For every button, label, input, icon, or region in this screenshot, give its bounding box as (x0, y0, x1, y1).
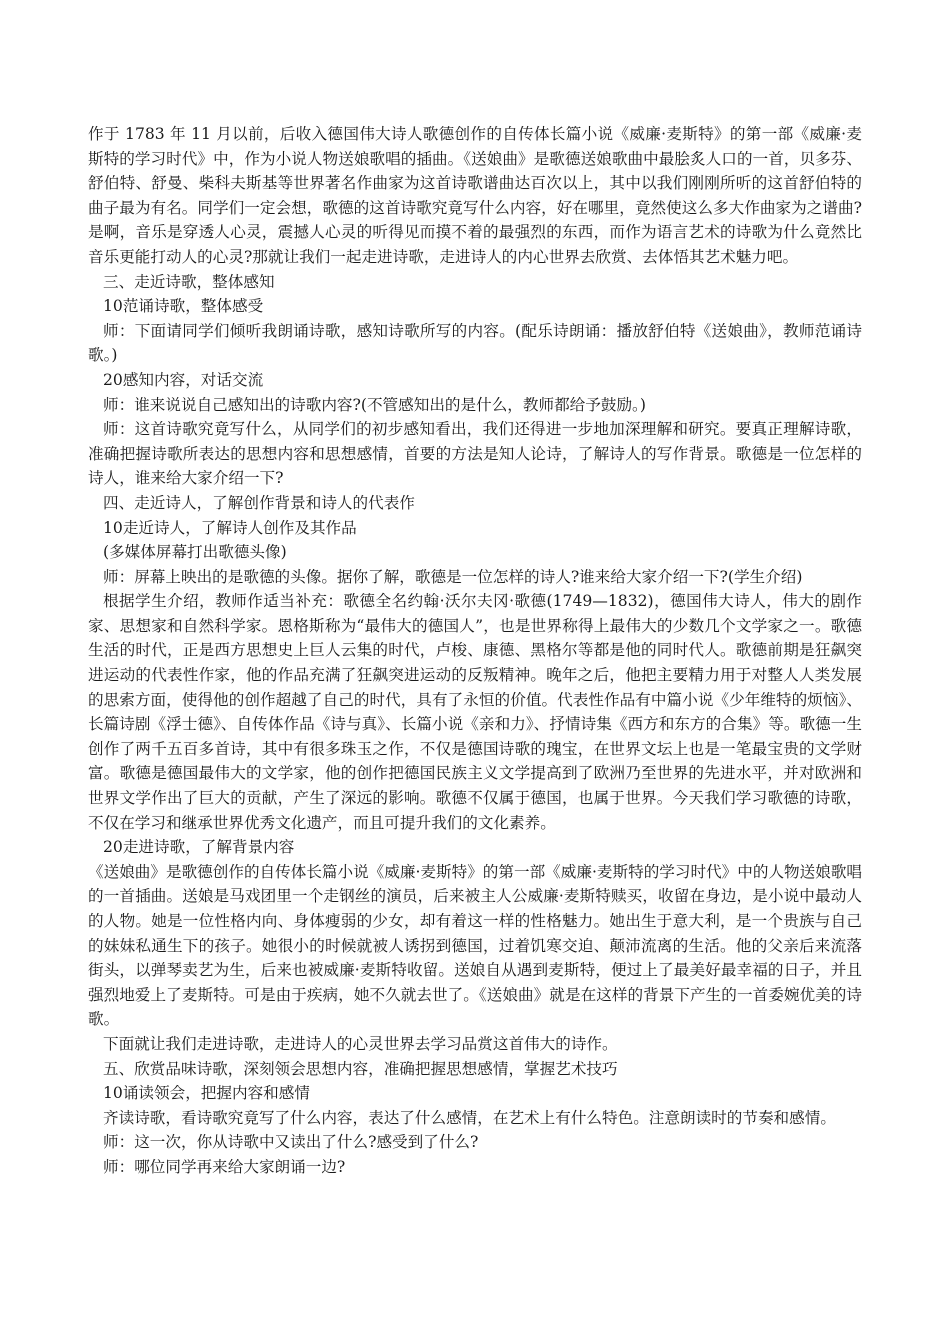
section-heading-5: 五、欣赏品味诗歌，深刻领会思想内容，准确把握思想感情，掌握艺术技巧 (103, 1059, 618, 1078)
paragraph-teacher-recital: 师：下面请同学们倾听我朗诵诗歌，感知诗歌所写的内容。(配乐诗朗诵：播放舒伯特《送娘曲》，教师范诵诗歌。) (88, 321, 862, 365)
subheading-3-1: 10范诵诗歌，整体感受 (103, 297, 264, 316)
section-heading-4: 四、走近诗人，了解创作背景和诗人的代表作 (103, 493, 415, 512)
subheading-3-2: 20感知内容，对话交流 (103, 370, 264, 389)
paragraph-teacher-transition: 师：这首诗歌究竟写什么，从同学们的初步感知看出，我们还得进一步地加深理解和研究。要真正理解诗歌，准确把握诗歌所表达的思想内容和思想感情，首要的方法是知人论诗，了解诗人的写作背景。歌德是一位怎样的诗人，谁来给大家介绍一下? (88, 420, 862, 488)
paragraph-teacher-followup: 师：这一次，你从诗歌中又读出了什么?感受到了什么? (103, 1133, 479, 1152)
paragraph-transition: 下面就让我们走进诗歌，走进诗人的心灵世界去学习品赏这首伟大的诗作。 (103, 1034, 618, 1053)
paragraph-teacher-portrait: 师：屏幕上映出的是歌德的头像。据你了解，歌德是一位怎样的诗人?谁来给大家介绍一下?(学生介绍) (103, 567, 803, 586)
section-heading-3: 三、走近诗歌，整体感知 (103, 272, 275, 291)
paragraph-multimedia-note: (多媒体屏幕打出歌德头像) (103, 543, 287, 562)
paragraph-poem-background: 《送娘曲》是歌德创作的自传体长篇小说《威廉·麦斯特》的第一部《威廉·麦斯特的学习时代》中的人物送娘歌唱的一首插曲。送娘是马戏团里一个走钢丝的演员，后来被主人公威廉·麦斯特赎买，收留在身边，是小说中最动人的人物。她是一位性格内向、身体瘦弱的少女，却有着这一样的性格魅力。她出生于意大利，是一个贵族与自己的妹妹私通生下的孩子。她很小的时候就被人诱拐到德国，过着饥寒交迫、颠沛流离的生活。他的父亲后来流落街头，以弹琴卖艺为生，后来也被威廉·麦斯特收留。送娘自从遇到麦斯特，便过上了最美好最幸福的日子，并且强烈地爱上了麦斯特。可是由于疾病，她不久就去世了。《送娘曲》就是在这样的背景下产生的一首委婉优美的诗歌。 (88, 862, 863, 1029)
paragraph-group-reading: 齐读诗歌，看诗歌究竟写了什么内容，表达了什么感情，在艺术上有什么特色。注意朗读时的节奏和感情。 (103, 1108, 836, 1127)
subheading-4-1: 10走近诗人，了解诗人创作及其作品 (103, 518, 357, 537)
document-body (88, 122, 862, 1180)
paragraph-teacher-request: 师：哪位同学再来给大家朗诵一边? (103, 1157, 346, 1176)
subheading-5-1: 10诵读领会，把握内容和感情 (103, 1084, 310, 1103)
subheading-4-2: 20走进诗歌，了解背景内容 (103, 838, 295, 857)
paragraph-goethe-biography: 根据学生介绍，教师作适当补充：歌德全名约翰·沃尔夫冈·歌德(1749—1832)，德国伟大诗人，伟大的剧作家、思想家和自然科学家。恩格斯称为“最伟大的德国人”，也是世界称得上最伟大的少数几个文学家之一。歌德生活的时代，正是西方思想史上巨人云集的时代，卢梭、康德、黑格尔等都是他的同时代人。歌德前期是狂飙突进运动的代表性作家，他的作品充满了狂飙突进运动的反叛精神。晚年之后，他把主要精力用于对整人人类发展的思索方面，使得他的创作超越了自己的时代，具有了永恒的价值。代表性作品有中篇小说《少年维特的烦恼》、长篇诗剧《浮士德》、自传体作品《诗与真》、长篇小说《亲和力》、抒情诗集《西方和东方的合集》等。歌德一生创作了两千五百多首诗，其中有很多珠玉之作，不仅是德国诗歌的瑰宝，在世界文坛上也是一笔最宝贵的文学财富。歌德是德国最伟大的文学家，他的创作把德国民族主义文学提高到了欧洲乃至世界的先进水平，并对欧洲和世界文学作出了巨大的贡献，产生了深远的影响。歌德不仅属于德国，也属于世界。今天我们学习歌德的诗歌，不仅在学习和继承世界优秀文化遗产，而且可提升我们的文化素养。 (88, 592, 862, 832)
paragraph-teacher-question: 师：谁来说说自己感知出的诗歌内容?(不管感知出的是什么，教师都给予鼓励。) (103, 395, 646, 414)
paragraph-intro-continued: 作于 1783 年 11 月以前，后收入德国伟大诗人歌德创作的自传体长篇小说《威廉·麦斯特》的第一部《威廉·麦斯特的学习时代》中，作为小说人物送娘歌唱的插曲。《送娘曲》是歌德送娘歌曲中最脍炙人口的一首，贝多芬、舒伯特、舒曼、柴科夫斯基等世界著名作曲家为这首诗歌谱曲达百次以上，其中以我们刚刚所听的这首舒伯特的曲子最为有名。同学们一定会想，歌德的这首诗歌究竟写什么内容，好在哪里，竟然使这么多大作曲家为之谱曲?是啊，音乐是穿透人心灵，震撼人心灵的听得见而摸不着的最强烈的东西，而作为语言艺术的诗歌为什么竟然比音乐更能打动人的心灵?那就让我们一起走进诗歌，走进诗人的内心世界去欣赏、去体悟其艺术魅力吧。 (88, 125, 862, 266)
